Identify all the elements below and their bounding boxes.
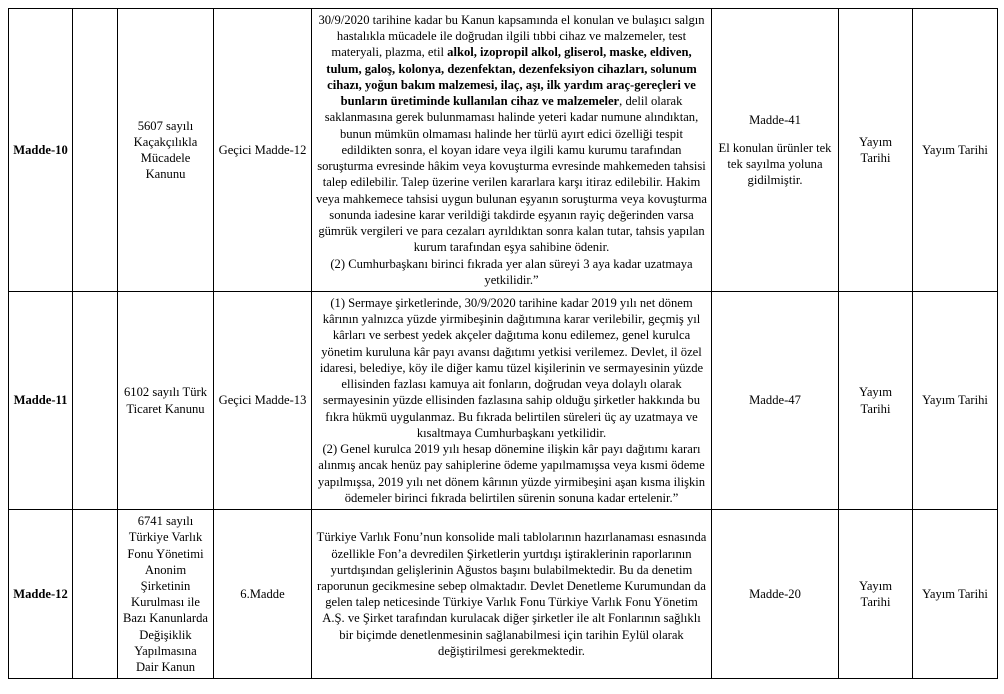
table-body xyxy=(9,9,998,679)
cell-law-name: 6741 sayılı Türkiye Varlık Fonu Yönetimi Anonim Şirketinin Kurulması ile Bazı Kanunlarda Değişiklik Yapılmasına Dair Kanun xyxy=(118,510,214,679)
cell-article-number: Madde-12 xyxy=(9,510,73,679)
cell-provision: 6.Madde xyxy=(214,510,312,679)
reference-article-number: Madde-20 xyxy=(749,587,801,602)
cell-effective-date: Yayım Tarihi xyxy=(839,510,913,679)
text-segment-plain-tail: , delil olarak saklanmasına gerek bulunmaması halinde yeteri kadar numune alındıktan, bunun mümkün olmaması halinde her türlü ayırt edici özelliği tespit edildikten sonra, el koyan idare veya ilgili kamu kurumu tarafından soruşturma evresinde hâkim veya kovuşturma evresinde mahkemeden tahsisi talep edilebilir. Talep üzerine verilen kararlara karşı itiraz edilebilir. Hakim veya mahkemece tahsisi uygun bulunan eşyanın soruşturma veya kovuşturma sonunda iadesine karar verildiği takdirde eşyanın rayiç değerinden varsa gümrük vergileri ve para cezaları ayrıldıktan sonra kalan tutar, tahsis yapılan kurum tarafından eşya sahibine ödenir. xyxy=(316,94,708,255)
cell-blank xyxy=(73,510,118,679)
text-segment-plain-lead: 30/9/2020 tarihine kadar bu Kanun kapsamında el konulan ve bulaşıcı salgın hastalıkla mücadele ile doğrudan ilgili tıbbi cihaz ve malzemeler, test materyali, plazma, etil xyxy=(318,13,705,60)
provision-paragraph-2: (2) Cumhurbaşkanı birinci fıkrada yer alan süreyi 3 aya kadar uzatmaya yetkilidir.” xyxy=(330,256,693,287)
cell-provision: Geçici Madde-13 xyxy=(214,291,312,509)
cell-provision-text xyxy=(312,510,712,679)
provision-paragraph-1 xyxy=(316,12,707,256)
cell-law-name: 6102 sayılı Türk Ticaret Kanunu xyxy=(118,291,214,509)
reference-article-number: Madde-41 xyxy=(749,112,801,127)
table-row xyxy=(9,510,998,679)
cell-provision: Geçici Madde-12 xyxy=(214,9,312,292)
legislation-comparison-table xyxy=(8,8,998,679)
cell-effective-date: Yayım Tarihi xyxy=(839,9,913,292)
text-segment-emphasized-goods: alkol, izopropil alkol, gliserol, maske, eldiven, tulum, galoş, kolonya, dezenfektan, dezenfeksiyon cihazları, solunum cihazı, yoğun bakım malzemesi, ilaç, aşı, ilk yardım araç-gereçleri ve bunların üretiminde kullanılan cihaz ve malzemeler xyxy=(326,45,697,109)
table-row xyxy=(9,9,998,292)
cell-publication-date: Yayım Tarihi xyxy=(913,510,998,679)
cell-publication-date: Yayım Tarihi xyxy=(913,291,998,509)
cell-effective-date: Yayım Tarihi xyxy=(839,291,913,509)
cell-provision-text xyxy=(312,9,712,292)
cell-law-name: 5607 sayılı Kaçakçılıkla Mücadele Kanunu xyxy=(118,9,214,292)
cell-article-number: Madde-10 xyxy=(9,9,73,292)
cell-provision-text xyxy=(312,291,712,509)
provision-paragraph-2: (2) Genel kurulca 2019 yılı hesap dönemine ilişkin kâr payı dağıtımı kararı alınmış ancak henüz pay sahiplerine ödeme yapılmamışsa veya kısmi ödeme yapılmışsa, 2019 yılı net dönem kârının yüzde yirmibeşini aşan kısma ilişkin ödemeler birinci fıkrada belirtilen sürenin sonuna kadar ertelenir.” xyxy=(317,442,706,505)
cell-article-number: Madde-11 xyxy=(9,291,73,509)
table-row xyxy=(9,291,998,509)
cell-reference-article xyxy=(712,9,839,292)
reference-article-note: El konulan ürünler tek tek sayılma yoluna gidilmiştir. xyxy=(718,140,832,188)
cell-blank xyxy=(73,291,118,509)
cell-reference-article xyxy=(712,291,839,509)
cell-publication-date: Yayım Tarihi xyxy=(913,9,998,292)
provision-paragraph-1: Türkiye Varlık Fonu’nun konsolide mali tablolarının hazırlanaması esnasında özellikle Fon’a devredilen Şirketlerin yurtdışı iştiraklerinin raporlarının yurtdışından gelişlerinin Ağustos başını bulabilmektedir. Bu da denetim raporunun gecikmesine sebep olmaktadır. Devlet Denetleme Kurumundan da gelen talep neticesinde Türkiye Varlık Fonu Türkiye Varlık Fonu Yönetim A.Ş. ve Şirket tarafından kurulacak diğer şirketler ile alt Fonlarının sağlıklı bir biçimde denetlenmesinin sağlanabilmesi için tarihin Eylül olarak değiştirilmesi gerekmektedir. xyxy=(316,530,707,658)
reference-article-number: Madde-47 xyxy=(749,393,801,408)
cell-blank xyxy=(73,9,118,292)
cell-reference-article xyxy=(712,510,839,679)
provision-paragraph-1: (1) Sermaye şirketlerinde, 30/9/2020 tarihine kadar 2019 yılı net dönem kârının yalnızca yüzde yirmibeşinin dağıtımına karar verilebilir, geçmiş yıl kârları ve serbest yedek akçeler dağıtıma konu edilemez, genel kurulca yönetim kuruluna kâr payı avansı dağıtımı yetkisi verilemez. Devlet, il özel idaresi, belediye, köy ile diğer kamu tüzel kişilerinin ve sermayesinin yüzde ellisinden fazlası kamuya ait fonların, doğrudan veya dolaylı olarak sermayesinin yüzde ellisinden fazlasına sahip olduğu şirketler hakkında bu fıkra hükmü uygulanmaz. Bu fıkrada belirtilen süreleri üç ay uzatmaya ve kısaltmaya Cumhurbaşkanı yetkilidir. xyxy=(319,295,704,440)
